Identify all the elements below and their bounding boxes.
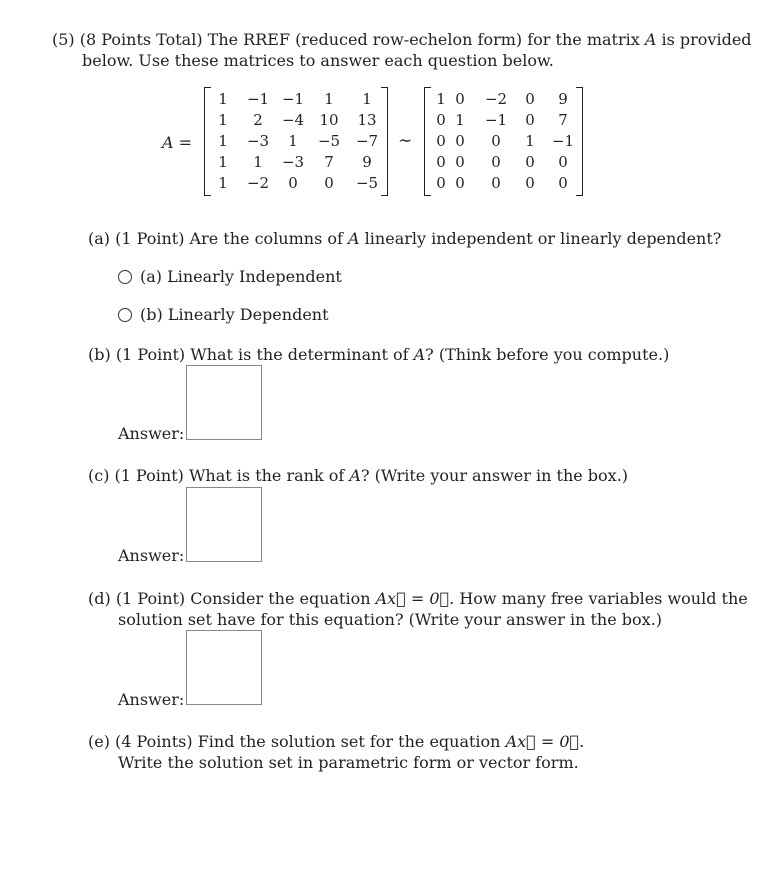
answer-box-rank[interactable] xyxy=(186,487,262,562)
matrix-a-cell: 1 xyxy=(218,132,228,150)
matrix-rref-cell: 0 xyxy=(558,153,568,171)
matrix-rref-cell: 0 xyxy=(455,174,465,192)
matrix-rref-cell: 0 xyxy=(455,90,465,108)
matrix-a-cell: 13 xyxy=(357,111,377,129)
answer-label-d: Answer: xyxy=(118,690,185,709)
part-b-question: (b) (1 Point) What is the determinant of A? (Think before you compute.) xyxy=(88,345,670,364)
matrix-a-cell: −5 xyxy=(355,174,379,192)
matrix-a-cell: 7 xyxy=(324,153,334,171)
matrix-rref-cell: −1 xyxy=(484,111,508,129)
equation-ax-zero: Ax⃗ = 0⃗ xyxy=(505,732,580,751)
matrix-a-cell: 0 xyxy=(324,174,334,192)
matrix-rref-cell: 1 xyxy=(525,132,535,150)
matrix-rref-cell: 0 xyxy=(525,111,535,129)
matrix-rref-cell: 0 xyxy=(491,174,501,192)
matrix-rref-cell: 7 xyxy=(558,111,568,129)
matrix-rref-cell: 0 xyxy=(436,174,446,192)
matrix-rref-cell: 1 xyxy=(455,111,465,129)
row-equivalent-symbol: ∼ xyxy=(398,131,413,151)
matrix-a-cell: 2 xyxy=(253,111,263,129)
matrix-rref-cell: −1 xyxy=(551,132,575,150)
option-dependent-label[interactable]: (b) Linearly Dependent xyxy=(140,305,329,324)
problem-number: (5) xyxy=(52,30,75,49)
matrix-a-cell: 0 xyxy=(288,174,298,192)
matrix-rref-cell: 0 xyxy=(525,174,535,192)
matrix-a-cell: 1 xyxy=(324,90,334,108)
part-c-question: (c) (1 Point) What is the rank of A? (Write your answer in the box.) xyxy=(88,466,629,485)
matrix-a-cell: 10 xyxy=(319,111,339,129)
option-independent-label[interactable]: (a) Linearly Independent xyxy=(140,267,342,286)
answer-label-b: Answer: xyxy=(118,424,185,443)
part-e-question-line2: Write the solution set in parametric form or vector form. xyxy=(118,753,579,772)
matrix-rref-cell: 1 xyxy=(436,90,446,108)
answer-box-determinant[interactable] xyxy=(186,365,262,440)
matrix-a-cell: −1 xyxy=(246,90,270,108)
matrix-a-cell: −3 xyxy=(281,153,305,171)
matrix-a-cell: −2 xyxy=(246,174,270,192)
matrix-rref-cell: 0 xyxy=(436,111,446,129)
matrix-rref-cell: 0 xyxy=(491,153,501,171)
matrix-a-cell: 1 xyxy=(253,153,263,171)
answer-box-free-variables[interactable] xyxy=(186,630,262,705)
matrix-a-cell: 9 xyxy=(362,153,372,171)
matrix-rref-cell: 0 xyxy=(455,153,465,171)
matrix-a-cell: 1 xyxy=(218,153,228,171)
part-d-question-line1: (d) (1 Point) Consider the equation Ax⃗ = 0⃗. How many free variables would the xyxy=(88,589,748,608)
matrix-a-cell: 1 xyxy=(362,90,372,108)
matrix-a-cell: −1 xyxy=(281,90,305,108)
matrix-rref-cell: 0 xyxy=(525,90,535,108)
part-e-question-line1: (e) (4 Points) Find the solution set for the equation Ax⃗ = 0⃗. xyxy=(88,732,585,751)
matrix-label: A = xyxy=(162,133,193,152)
matrix-rref-cell: 0 xyxy=(455,132,465,150)
option-dependent-radio[interactable] xyxy=(118,308,132,322)
answer-label-c: Answer: xyxy=(118,546,185,565)
matrix-rref-cell: 0 xyxy=(436,153,446,171)
matrix-a-cell: 1 xyxy=(218,174,228,192)
matrix-rref-cell: 0 xyxy=(491,132,501,150)
matrix-a-cell: −4 xyxy=(281,111,305,129)
part-a-question: (a) (1 Point) Are the columns of A linearly independent or linearly dependent? xyxy=(88,229,722,248)
matrix-a-cell: 1 xyxy=(218,111,228,129)
option-independent-radio[interactable] xyxy=(118,270,132,284)
matrix-rref-cell: 0 xyxy=(525,153,535,171)
matrix-a-cell: −5 xyxy=(317,132,341,150)
matrix-rref-cell: 0 xyxy=(436,132,446,150)
matrix-rref-cell: 0 xyxy=(558,174,568,192)
matrix-a-cell: 1 xyxy=(218,90,228,108)
matrix-rref-cell: −2 xyxy=(484,90,508,108)
matrix-a-cell: 1 xyxy=(288,132,298,150)
matrix-rref-cell: 9 xyxy=(558,90,568,108)
equation-ax-zero: Ax⃗ = 0⃗ xyxy=(375,589,450,608)
part-d-question-line2: solution set have for this equation? (Write your answer in the box.) xyxy=(118,610,663,629)
matrix-a-cell: −3 xyxy=(246,132,270,150)
problem-header-line1: (5) (8 Points Total) The RREF (reduced row-echelon form) for the matrix A is provided xyxy=(52,30,752,49)
matrix-a-cell: −7 xyxy=(355,132,379,150)
problem-header-line2: below. Use these matrices to answer each question below. xyxy=(82,51,554,70)
